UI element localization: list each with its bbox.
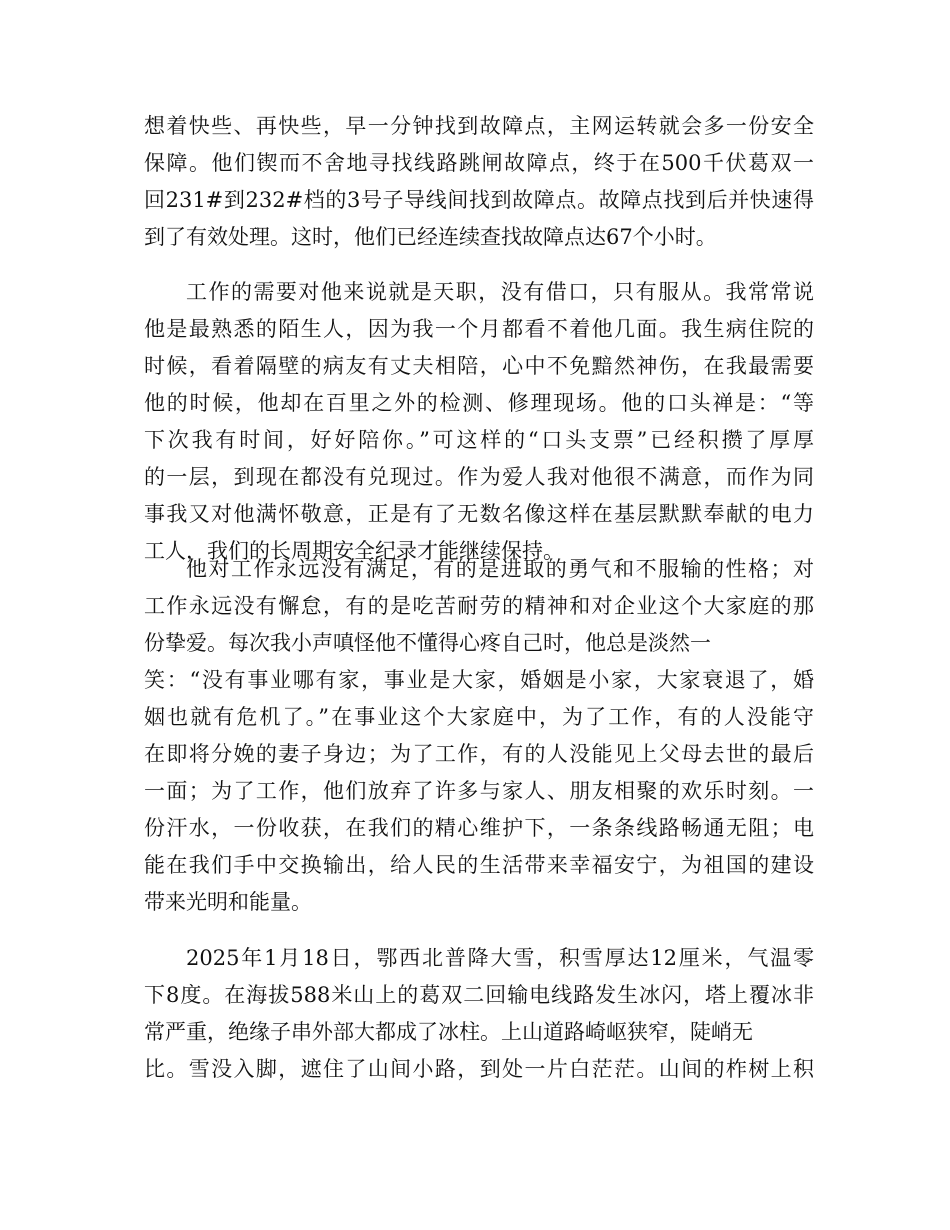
text-line: 笑：“没有事业哪有家，事业是大家，婚姻是小家，大家衰退了，婚 bbox=[144, 668, 814, 692]
text-line: 他对工作永远没有满足，有的是进取的勇气和不服输的性格；对 bbox=[186, 557, 814, 581]
text-line: 份挚爱。每次我小声嗔怪他不懂得心疼自己时，他总是淡然一 bbox=[144, 631, 711, 655]
text-line: 时候，看着隔壁的病友有丈夫相陪，心中不免黯然神伤，在我最需要 bbox=[144, 354, 814, 378]
paragraph-1 bbox=[144, 108, 814, 256]
text-line: 一面；为了工作，他们放弃了许多与家人、朋友相聚的欢乐时刻。一 bbox=[144, 779, 814, 803]
text-line: 的一层，到现在都没有兑现过。作为爱人我对他很不满意，而作为同 bbox=[144, 465, 814, 489]
text-line: 保障。他们锲而不舍地寻找线路跳闸故障点，终于在500千伏葛双一 bbox=[144, 151, 814, 175]
paragraph-3 bbox=[144, 551, 814, 921]
text-line: 能在我们手中交换输出，给人民的生活带来幸福安宁，为祖国的建设 bbox=[144, 853, 814, 877]
text-line: 2025年1月18日，鄂西北普降大雪，积雪厚达12厘米，气温零 bbox=[186, 946, 814, 970]
text-line: 下次我有时间，好好陪你。”可这样的“口头支票”已经积攒了厚厚 bbox=[144, 428, 814, 452]
text-line: 工作的需要对他来说就是天职，没有借口，只有服从。我常常说 bbox=[186, 280, 814, 304]
text-line: 姻也就有危机了。”在事业这个大家庭中，为了工作，有的人没能守 bbox=[144, 705, 814, 729]
text-line: 带来光明和能量。 bbox=[144, 890, 312, 914]
paragraph-2 bbox=[144, 274, 814, 570]
text-line: 常严重，绝缘子串外部大都成了冰柱。上山道路崎岖狭窄，陡峭无 bbox=[144, 1020, 753, 1044]
text-line: 下8度。在海拔588米山上的葛双二回输电线路发生冰闪，塔上覆冰非 bbox=[144, 983, 814, 1007]
text-line: 他的时候，他却在百里之外的检测、修理现场。他的口头禅是：“等 bbox=[144, 391, 814, 415]
text-line: 回231#到232#档的3号子导线间找到故障点。故障点找到后并快速得 bbox=[144, 188, 814, 212]
text-line: 工作永远没有懈怠，有的是吃苦耐劳的精神和对企业这个大家庭的那 bbox=[144, 594, 814, 618]
text-line: 在即将分娩的妻子身边；为了工作，有的人没能见上父母去世的最后 bbox=[144, 742, 814, 766]
text-line: 比。雪没入脚，遮住了山间小路，到处一片白茫茫。山间的柞树上积 bbox=[144, 1057, 814, 1081]
text-line: 事我又对他满怀敬意，正是有了无数名像这样在基层默默奉献的电力 bbox=[144, 502, 814, 526]
text-line: 工人，我们的长周期安全纪录才能继续保持。 bbox=[144, 539, 564, 563]
text-line: 份汗水，一份收获，在我们的精心维护下，一条条线路畅通无阻；电 bbox=[144, 816, 814, 840]
text-line: 想着快些、再快些，早一分钟找到故障点，主网运转就会多一份安全 bbox=[144, 114, 814, 138]
paragraph-4 bbox=[144, 940, 814, 1088]
text-line: 到了有效处理。这时，他们已经连续查找故障点达67个小时。 bbox=[144, 225, 717, 249]
text-line: 他是最熟悉的陌生人，因为我一个月都看不着他几面。我生病住院的 bbox=[144, 317, 814, 341]
